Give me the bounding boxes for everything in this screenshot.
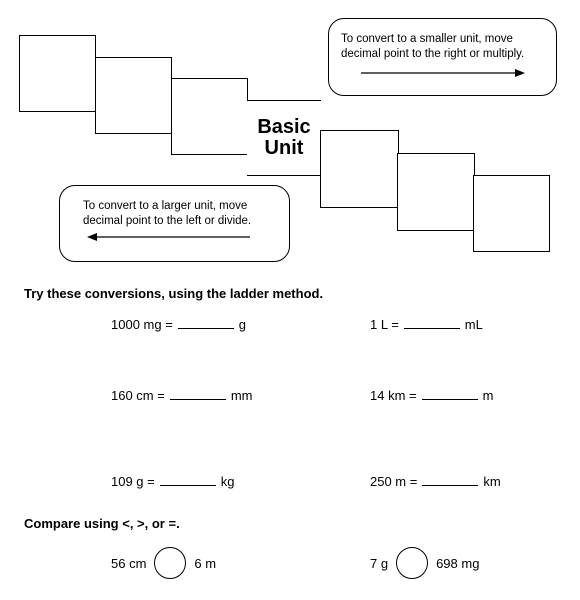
callout-smaller-unit xyxy=(328,18,557,96)
conversion-problem xyxy=(370,386,493,403)
problem-unit: km xyxy=(483,474,501,489)
callout-larger-line2: decimal point to the left or divide. xyxy=(83,215,252,227)
ladder-step-7 xyxy=(473,175,550,252)
compare-item xyxy=(370,547,479,579)
problem-left: 160 cm = xyxy=(111,388,165,403)
compare-circle[interactable] xyxy=(154,547,186,579)
left-arrow-icon xyxy=(86,232,251,242)
right-arrow-icon xyxy=(361,68,526,78)
problem-unit: mL xyxy=(464,317,483,332)
answer-blank[interactable] xyxy=(422,386,478,400)
callout-smaller-line1: To convert to a smaller unit, move xyxy=(341,33,513,45)
compare-item xyxy=(111,547,216,579)
answer-blank[interactable] xyxy=(178,315,234,329)
compare-title: Compare using <, >, or =. xyxy=(24,516,180,531)
compare-left: 7 g xyxy=(370,555,389,571)
problem-left: 109 g = xyxy=(111,474,155,489)
problem-left: 14 km = xyxy=(370,388,417,403)
problem-left: 250 m = xyxy=(370,474,418,489)
conversion-problem xyxy=(111,315,246,332)
compare-right: 6 m xyxy=(194,555,217,571)
conversion-problem xyxy=(111,386,253,403)
problem-unit: mm xyxy=(230,388,253,403)
ladder-step-1 xyxy=(19,35,96,112)
basic-unit-label-line1: Basic xyxy=(257,116,311,138)
compare-circle[interactable] xyxy=(396,547,428,579)
problem-unit: kg xyxy=(220,474,235,489)
conversion-problem xyxy=(370,472,501,489)
conversion-problem xyxy=(370,315,483,332)
compare-right: 698 mg xyxy=(436,555,480,571)
conversion-problem xyxy=(111,472,234,489)
callout-smaller-line2: decimal point to the right or multiply. xyxy=(341,48,525,60)
problem-left: 1 L = xyxy=(370,317,399,332)
basic-unit-label-line2: Unit xyxy=(264,137,304,159)
ladder-step-2 xyxy=(95,57,172,134)
compare-left: 56 cm xyxy=(111,555,147,571)
answer-blank[interactable] xyxy=(404,315,460,329)
answer-blank[interactable] xyxy=(160,472,216,486)
problem-left: 1000 mg = xyxy=(111,317,173,332)
problem-unit: m xyxy=(482,388,494,403)
answer-blank[interactable] xyxy=(170,386,226,400)
ladder-step-3 xyxy=(171,78,248,155)
callout-larger-unit xyxy=(59,185,290,262)
problem-unit: g xyxy=(238,317,247,332)
conversions-title: Try these conversions, using the ladder method. xyxy=(24,286,324,301)
ladder-step-5 xyxy=(320,130,399,208)
callout-larger-line1: To convert to a larger unit, move xyxy=(83,200,248,212)
answer-blank[interactable] xyxy=(422,472,478,486)
basic-unit-box xyxy=(247,100,321,176)
ladder-step-6 xyxy=(397,153,475,231)
